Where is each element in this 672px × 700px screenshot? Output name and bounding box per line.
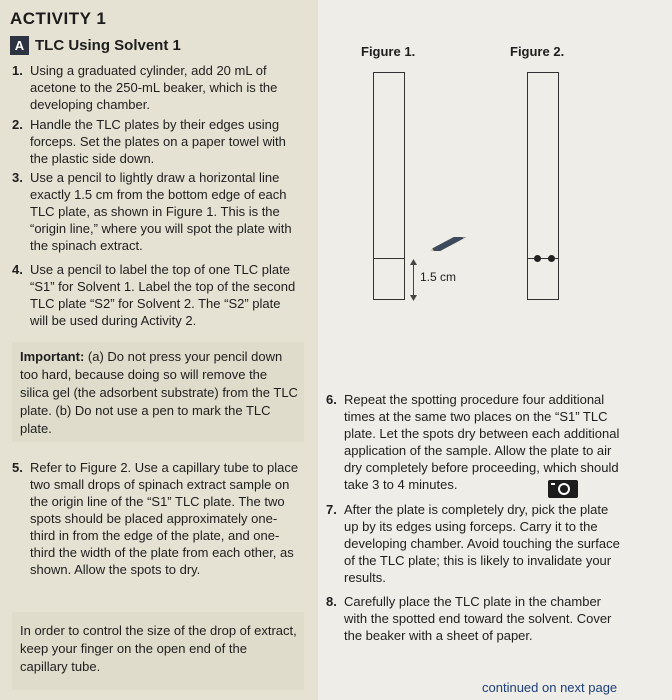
section-title: TLC Using Solvent 1 [35, 37, 181, 54]
sample-spot [534, 255, 541, 262]
section-badge: A [10, 36, 29, 55]
step-text: Repeat the spotting procedure four additional times at the same two places on the “S1” TLC plate. Let the spots dry between each additional application of the sample. Allow the plate to air dry completely before proceeding, which should take 3 to 4 minutes. [344, 392, 620, 492]
pencil-icon [422, 237, 472, 251]
step-number: 6. [326, 392, 337, 407]
step-7 [326, 501, 626, 586]
dimension-arrows [409, 259, 418, 301]
step-1 [12, 62, 297, 113]
tip-text: In order to control the size of the drop of extract, keep your finger on the open end of the capillary tube. [20, 623, 297, 674]
sample-spot [548, 255, 555, 262]
dimension-label: 1.5 cm [420, 270, 457, 284]
continued-footer: continued on next page [482, 680, 618, 695]
activity-title: ACTIVITY 1 [10, 9, 107, 28]
step-text: Use a pencil to lightly draw a horizontal line exactly 1.5 cm from the bottom edge of each TLC plate, as shown in Figure 1. This is the “origin line,” where you will spot the plate with the spinach extract. [30, 170, 292, 253]
step-number: 1. [12, 63, 23, 78]
step-text: Use a pencil to label the top of one TLC plate “S1” for Solvent 1. Label the top of the second TLC plate “S2” for Solvent 2. The “S2” plate will be used during Activity 2. [30, 262, 296, 328]
figure-2-label: Figure 2. [510, 44, 565, 59]
tlc-plate-figure-2 [527, 72, 559, 300]
step-number: 5. [12, 460, 23, 475]
important-text: (a) Do not press your pencil down too hard, because doing so will remove the silica gel (the adsorbent substrate) from the TLC plate. (b) Do not use a pen to mark the TLC plate. [20, 349, 298, 436]
step-6 [326, 391, 626, 493]
step-text: Handle the TLC plates by their edges using forceps. Set the plates on a paper towel with the plastic side down. [30, 117, 286, 166]
step-text: After the plate is completely dry, pick the plate up by its edges using forceps. Carry it to the developing chamber. Avoid touching the surface of the TLC plate; this is likely to invalidate your results. [344, 502, 620, 585]
step-4 [12, 261, 298, 329]
step-8 [326, 593, 626, 644]
step-number: 8. [326, 594, 337, 609]
step-5 [12, 459, 300, 578]
step-2 [12, 116, 297, 167]
important-label: Important: [20, 349, 85, 364]
step-number: 2. [12, 117, 23, 132]
step-number: 3. [12, 170, 23, 185]
origin-line-figure-1 [373, 258, 405, 259]
step-text: Carefully place the TLC plate in the chamber with the spotted end toward the solvent. Cover the beaker with a sheet of paper. [344, 594, 612, 643]
section-header [10, 36, 181, 55]
step-text: Refer to Figure 2. Use a capillary tube to place two small drops of spinach extract sample on the origin line of the “S1” TLC plate. The two spots should be placed approximately one-third in from the edge of the plate, and one-third the width of the plate from each other, as shown. Allow the spots to dry. [30, 460, 299, 577]
camera-icon [548, 480, 578, 498]
figure-1-label: Figure 1. [361, 44, 416, 59]
step-number: 7. [326, 502, 337, 517]
important-note [20, 348, 298, 438]
step-text: Using a graduated cylinder, add 20 mL of acetone to the 250-mL beaker, which is the developing chamber. [30, 63, 278, 112]
tlc-plate-figure-1 [373, 72, 405, 300]
step-3 [12, 169, 304, 254]
step-number: 4. [12, 262, 23, 277]
